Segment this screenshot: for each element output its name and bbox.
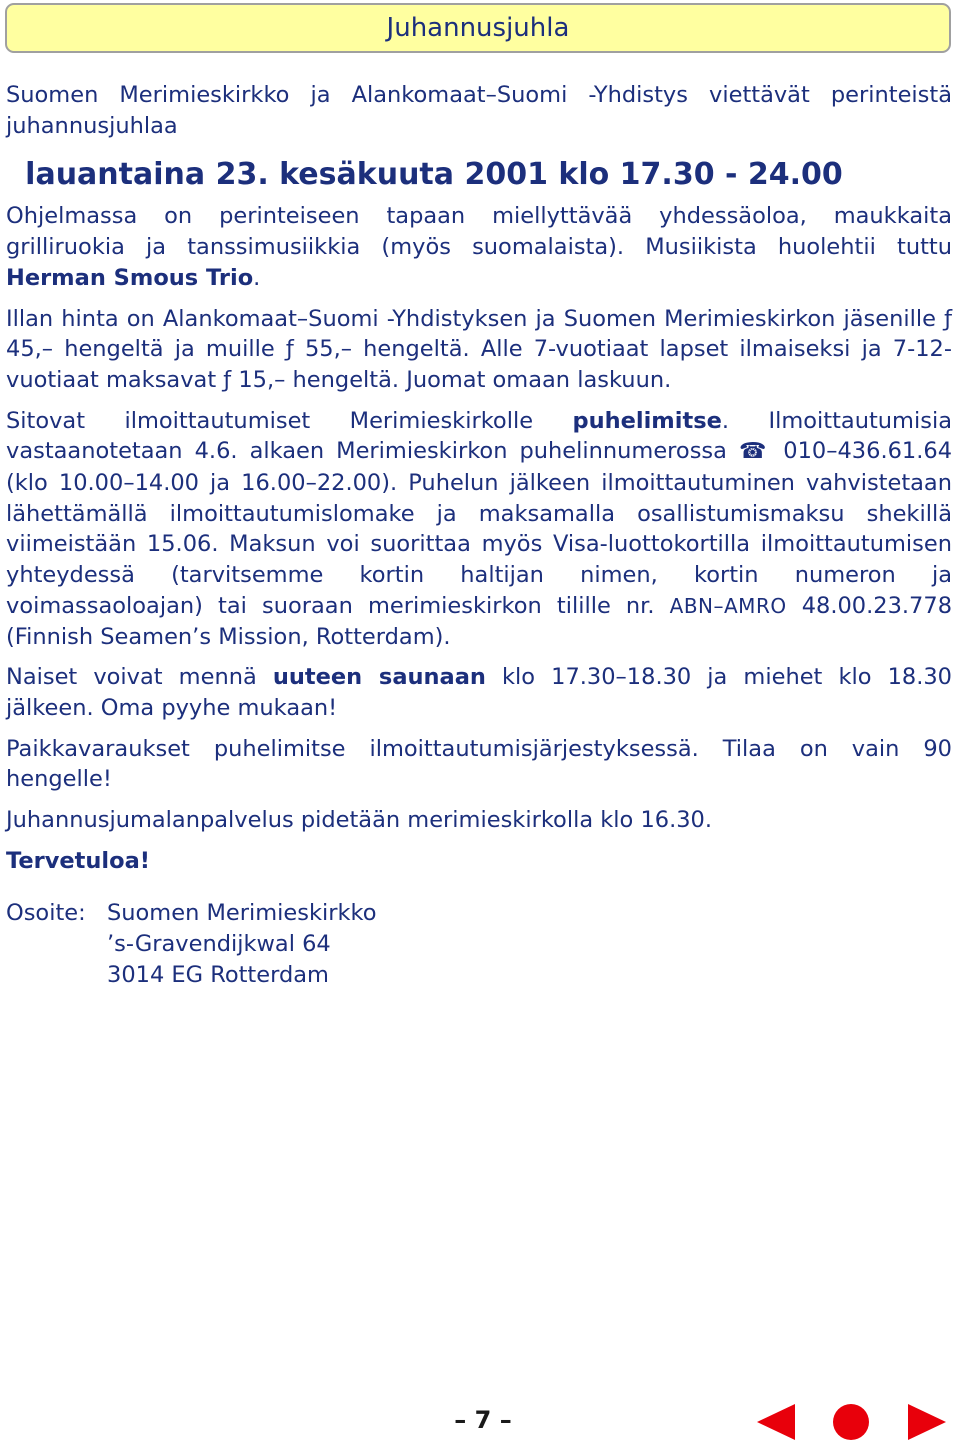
bank-name: ABN–AMRO (669, 593, 787, 618)
registration-phone: 010–436.61.64 (klo 10.00–14.00 ja 16.00–22.00). Puhelun jälkeen ilmoittautuminen vahvistetaan lähettämällä ilmoittautumislomake ja maksamalla osallistumismaksu shekillä viimeistään 15.06. Maksun voi suorittaa myös Visa-luottokortilla ilmoittautumisen yhteydessä (tarvitsemme kortin haltijan nimen, kortin numeron ja voimassaoloajan) tai suoraan merimieskirkon tilille nr. (6, 438, 953, 619)
program-end: . (253, 264, 261, 291)
registration-text-2: . Ilmoittautumisia vastaanotetaan 4.6. alkaen Merimieskirkon puhelinnumerossa (6, 407, 952, 465)
sauna-text-2: klo 17.30–18.30 ja miehet klo 18.30 jälkeen. Oma pyyhe mukaan! (6, 664, 952, 721)
intro-paragraph: Suomen Merimieskirkko ja Alankomaat–Suomi -Yhdistys viettävät perinteistä juhannusjuhlaa (6, 82, 952, 139)
page-number: – 7 – (454, 1406, 512, 1434)
sauna-paragraph (6, 662, 952, 723)
phone-icon: ☎ (738, 439, 772, 465)
band-name: Herman Smous Trio (6, 264, 254, 291)
registration-text-1: Sitovat ilmoittautumiset Merimieskirkolle (6, 407, 573, 434)
address-line-3: 3014 EG Rotterdam (107, 961, 329, 988)
address-line-2: ’s-Gravendijkwal 64 (107, 931, 331, 958)
event-date: lauantaina 23. kesäkuuta 2001 klo 17.30 - 24.00 (25, 157, 843, 193)
next-page-icon[interactable] (908, 1404, 946, 1440)
page-title: Juhannusjuhla (5, 3, 951, 53)
footer (0, 1402, 960, 1442)
price-paragraph: Illan hinta on Alankomaat–Suomi -Yhdistyksen ja Suomen Merimieskirkon jäsenille ƒ 45,– hengeltä ja muille ƒ 55,– hengeltä. Alle 7-vuotiaat lapset ilmaiseksi ja 7-12-vuotiaat maksavat ƒ 15,– hengeltä. Juomat omaan laskuun. (6, 305, 952, 393)
registration-bold: puhelimitse (572, 407, 722, 434)
home-circle-icon[interactable] (833, 1404, 869, 1440)
address-line-1: Suomen Merimieskirkko (107, 900, 377, 927)
seats-paragraph: Paikkavaraukset puhelimitse ilmoittautumisjärjestyksessä. Tilaa on vain 90 hengelle! (6, 735, 952, 793)
welcome-text (6, 846, 952, 877)
program-text: Ohjelmassa on perinteiseen tapaan miellyttävää yhdessäoloa, maukkaita grilliruokia ja tanssimusiikkia (myös suomalaista). Musiikista huolehtii tuttu (6, 203, 952, 261)
registration-paragraph (6, 406, 952, 653)
address-block (6, 898, 952, 990)
program-paragraph (6, 201, 952, 293)
document-body (6, 80, 952, 991)
address-lines (107, 898, 377, 990)
previous-page-icon[interactable] (757, 1404, 795, 1440)
sauna-bold: uuteen saunaan (272, 664, 486, 691)
address-label: Osoite: (6, 900, 86, 927)
service-paragraph: Juhannusjumalanpalvelus pidetään merimieskirkolla klo 16.30. (6, 807, 713, 834)
account-number: 48.00.23.778 (Finnish Seamen’s Mission, Rotterdam). (6, 592, 953, 650)
sauna-text-1: Naiset voivat mennä (6, 664, 273, 691)
welcome-bold: Tervetuloa! (6, 847, 151, 874)
